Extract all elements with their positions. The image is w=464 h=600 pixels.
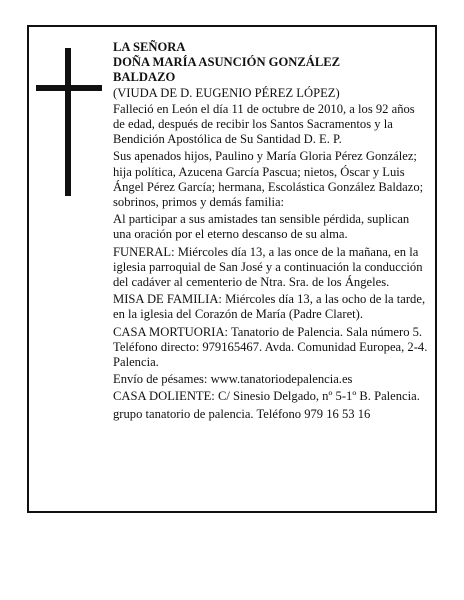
- title-line: LA SEÑORA: [113, 40, 186, 54]
- funeral-paragraph: FUNERAL: Miércoles día 13, a las once de la mañana, en la iglesia parroquial de San José y a continuación la conducción del cadáver al cementerio de Ntra. Sra. de los Ángeles.: [113, 244, 423, 290]
- condolences-paragraph: Envío de pésames: www.tanatoriodepalencia.es: [113, 372, 353, 387]
- cross-icon: [36, 48, 102, 196]
- prayer-request-paragraph: Al participar a sus amistades tan sensible pérdida, suplican una oración por el eterno descanso de su alma.: [113, 212, 410, 242]
- death-notice-paragraph: Falleció en León el día 11 de octubre de 2010, a los 92 años de edad, después de recibir los Santos Sacramentos y la Bendición Apostólica de Su Santidad D. E. P.: [113, 101, 415, 147]
- mourning-house-paragraph: CASA DOLIENTE: C/ Sinesio Delgado, nº 5-1º B. Palencia.: [113, 389, 420, 404]
- title-line: BALDAZO: [113, 70, 176, 85]
- subtitle: (VIUDA DE D. EUGENIO PÉREZ LÓPEZ): [113, 85, 340, 100]
- title-line: DOÑA MARÍA ASUNCIÓN GONZÁLEZ: [113, 55, 341, 70]
- obituary-content: [113, 40, 429, 424]
- family-paragraph: Sus apenados hijos, Paulino y María Gloria Pérez González; hija política, Azucena García Pascua; nietos, Óscar y Luis Ángel Pérez García; hermana, Escolástica González Baldazo; sobrinos, primos y demás familia:: [113, 149, 424, 210]
- mortuary-paragraph: CASA MORTUORIA: Tanatorio de Palencia. Sala número 5. Teléfono directo: 979165467. Avda. Comunidad Europea, 2-4. Palencia.: [113, 324, 428, 370]
- cross-vertical-bar: [65, 48, 71, 196]
- funeral-home-contact-paragraph: grupo tanatorio de palencia. Teléfono 979 16 53 16: [113, 406, 371, 421]
- cross-horizontal-bar: [36, 85, 102, 91]
- family-mass-paragraph: MISA DE FAMILIA: Miércoles día 13, a las ocho de la tarde, en la iglesia del Corazón de María (Padre Claret).: [113, 292, 426, 322]
